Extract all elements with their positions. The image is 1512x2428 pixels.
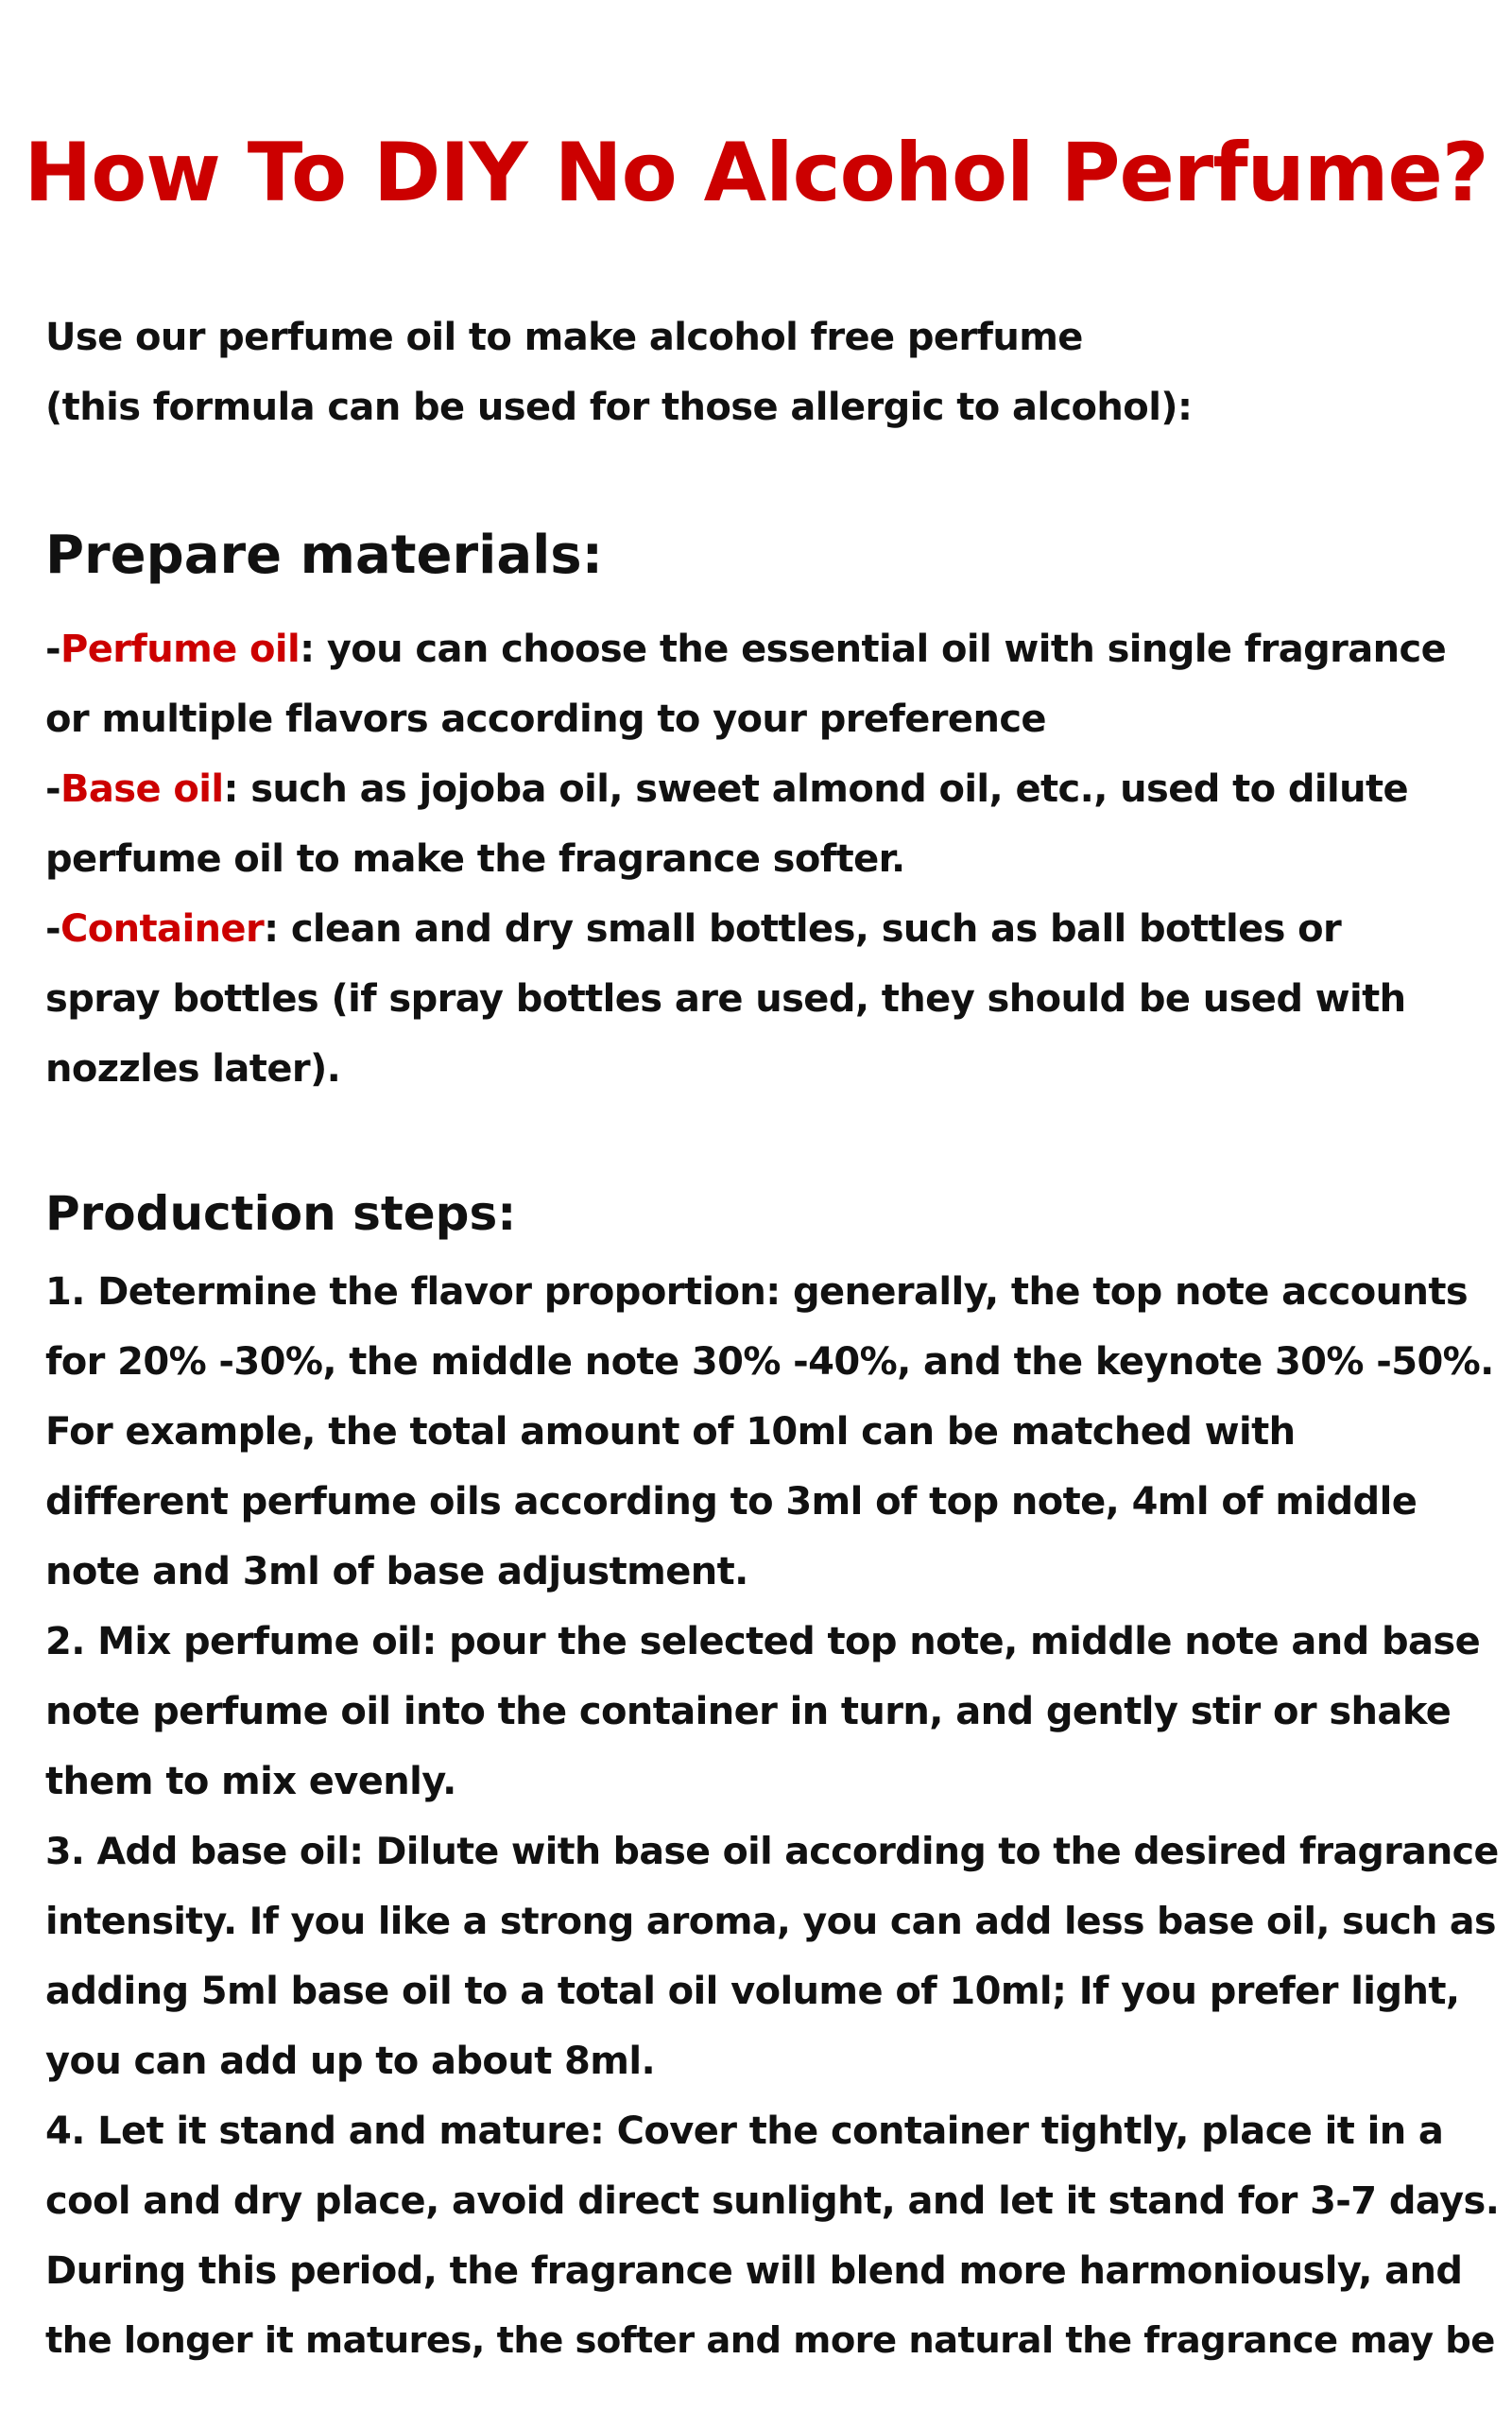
material-continuation: spray bottles (if spray bottles are used, they should be used with: [45, 977, 1406, 1021]
material-term: Perfume oil: [60, 628, 301, 671]
step-line: them to mix evenly.: [45, 1760, 456, 1803]
intro-paragraph: [45, 302, 1501, 442]
material-term: Base oil: [60, 767, 224, 811]
step-line: you can add up to about 8ml.: [45, 2040, 656, 2083]
intro-line: (this formula can be used for those allergic to alcohol):: [45, 386, 1193, 429]
material-term: Container: [60, 907, 265, 951]
material-dash: -: [45, 767, 61, 811]
material-continuation: perfume oil to make the fragrance softer.: [45, 837, 905, 881]
step-line: note perfume oil into the container in turn, and gently stir or shake: [45, 1690, 1452, 1733]
material-item-base-oil: [45, 754, 1501, 824]
step-line: 3. Add base oil: Dilute with base oil according to the desired fragrance: [45, 1830, 1499, 1873]
materials-section-header: [45, 518, 1501, 594]
material-item-container: [45, 894, 1501, 964]
intro-line: Use our perfume oil to make alcohol free perfume: [45, 316, 1083, 359]
material-continuation: or multiple flavors according to your preference: [45, 697, 1046, 741]
step-line: note and 3ml of base adjustment.: [45, 1550, 748, 1593]
step-line: for 20% -30%, the middle note 30% -40%, and the keynote 30% -50%.: [45, 1340, 1494, 1384]
step-line: 4. Let it stand and mature: Cover the container tightly, place it in a: [45, 2109, 1444, 2153]
materials-heading: Prepare materials:: [45, 525, 604, 586]
production-heading: Production steps:: [45, 1186, 517, 1241]
step-line: intensity. If you like a strong aroma, you can add less base oil, such as: [45, 1900, 1496, 1943]
step-line: During this period, the fragrance will blend more harmoniously, and: [45, 2249, 1463, 2293]
materials-list: [45, 614, 1501, 1104]
step-line: the longer it matures, the softer and more natural the fragrance may be: [45, 2319, 1495, 2362]
material-continuation: nozzles later).: [45, 1047, 341, 1091]
step-line: 2. Mix perfume oil: pour the selected top note, middle note and base: [45, 1620, 1481, 1663]
production-steps: [45, 1257, 1501, 2376]
material-item-perfume-oil: [45, 614, 1501, 684]
material-dash: -: [45, 907, 61, 951]
step-line: For example, the total amount of 10ml can be matched with: [45, 1410, 1296, 1454]
material-dash: -: [45, 628, 61, 671]
step-line: adding 5ml base oil to a total oil volume of 10ml; If you prefer light,: [45, 1970, 1460, 2013]
step-line: 1. Determine the flavor proportion: generally, the top note accounts: [45, 1270, 1469, 1314]
material-description: : such as jojoba oil, sweet almond oil, etc., used to dilute: [223, 767, 1409, 811]
material-description: : you can choose the essential oil with single fragrance: [300, 628, 1447, 671]
step-line: different perfume oils according to 3ml of top note, 4ml of middle: [45, 1480, 1418, 1524]
step-line: cool and dry place, avoid direct sunlight, and let it stand for 3-7 days.: [45, 2179, 1500, 2223]
production-section-header: [45, 1176, 1501, 1251]
page-title: How To DIY No Alcohol Perfume?: [24, 126, 1488, 220]
material-description: : clean and dry small bottles, such as ball bottles or: [264, 907, 1342, 951]
